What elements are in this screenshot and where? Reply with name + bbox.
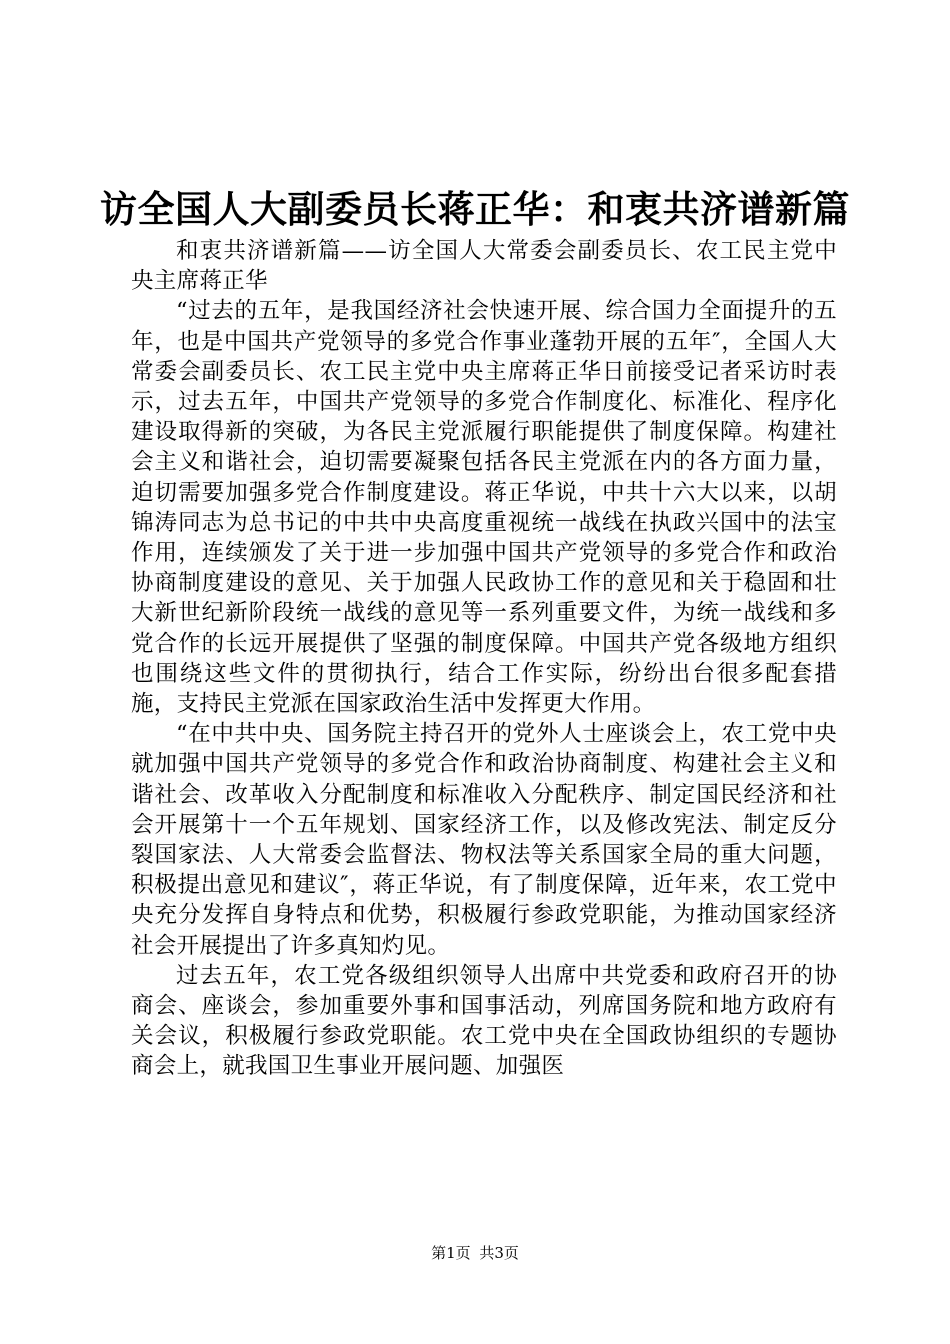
body-paragraph: 过去五年，农工党各级组织领导人出席中共党委和政府召开的协商会、座谈会，参加重要外事和国事活动，列席国务院和地方政府有关会议，积极履行参政党职能。农工党中央在全国政协组织的专题协商会上，就我国卫生事业开展问题、加强医 [131,962,837,1080]
body-paragraph: “过去的五年，是我国经济社会快速开展、综合国力全面提升的五年，也是中国共产党领导的多党合作事业蓬勃开展的五年″，全国人大常委会副委员长、农工民主党中央主席蒋正华日前接受记者采访时表示，过去五年，中国共产党领导的多党合作制度化、标准化、程序化建设取得新的突破，为各民主党派履行职能提供了制度保障。构建社会主义和谐社会，迫切需要凝聚包括各民主党派在内的各方面力量，迫切需要加强多党合作制度建设。蒋正华说，中共十六大以来，以胡锦涛同志为总书记的中共中央高度重视统一战线在执政兴国中的法宝作用，连续颁发了关于进一步加强中国共产党领导的多党合作和政治协商制度建设的意见、关于加强人民政协工作的意见和关于稳固和壮大新世纪新阶段统一战线的意见等一系列重要文件，为统一战线和多党合作的长远开展提供了坚强的制度保障。中国共产党各级地方组织也围绕这些文件的贯彻执行，结合工作实际，纷纷出台很多配套措施，支持民主党派在国家政治生活中发挥更大作用。 [131,298,837,718]
body-paragraph: “在中共中央、国务院主持召开的党外人士座谈会上，农工党中央就加强中国共产党领导的多党合作和政治协商制度、构建社会主义和谐社会、改革收入分配制度和标准收入分配秩序、制定国民经济和社会开展第十一个五年规划、国家经济工作，以及修改宪法、制定反分裂国家法、人大常委会监督法、物权法等关系国家全局的重大问题，积极提出意见和建议″，蒋正华说，有了制度保障，近年来，农工党中央充分发挥自身特点和优势，积极履行参政党职能，为推动国家经济社会开展提出了许多真知灼见。 [131,721,837,959]
page-total: 共3页 [479,1244,519,1262]
document-body [131,236,837,1082]
page-number: 第1页 [431,1244,471,1262]
subtitle-paragraph: 和衷共济谱新篇——访全国人大常委会副委员长、农工民主党中央主席蒋正华 [131,238,837,295]
page-footer [0,1243,950,1263]
document-title: 访全国人大副委员长蒋正华：和衷共济谱新篇 [100,187,850,231]
